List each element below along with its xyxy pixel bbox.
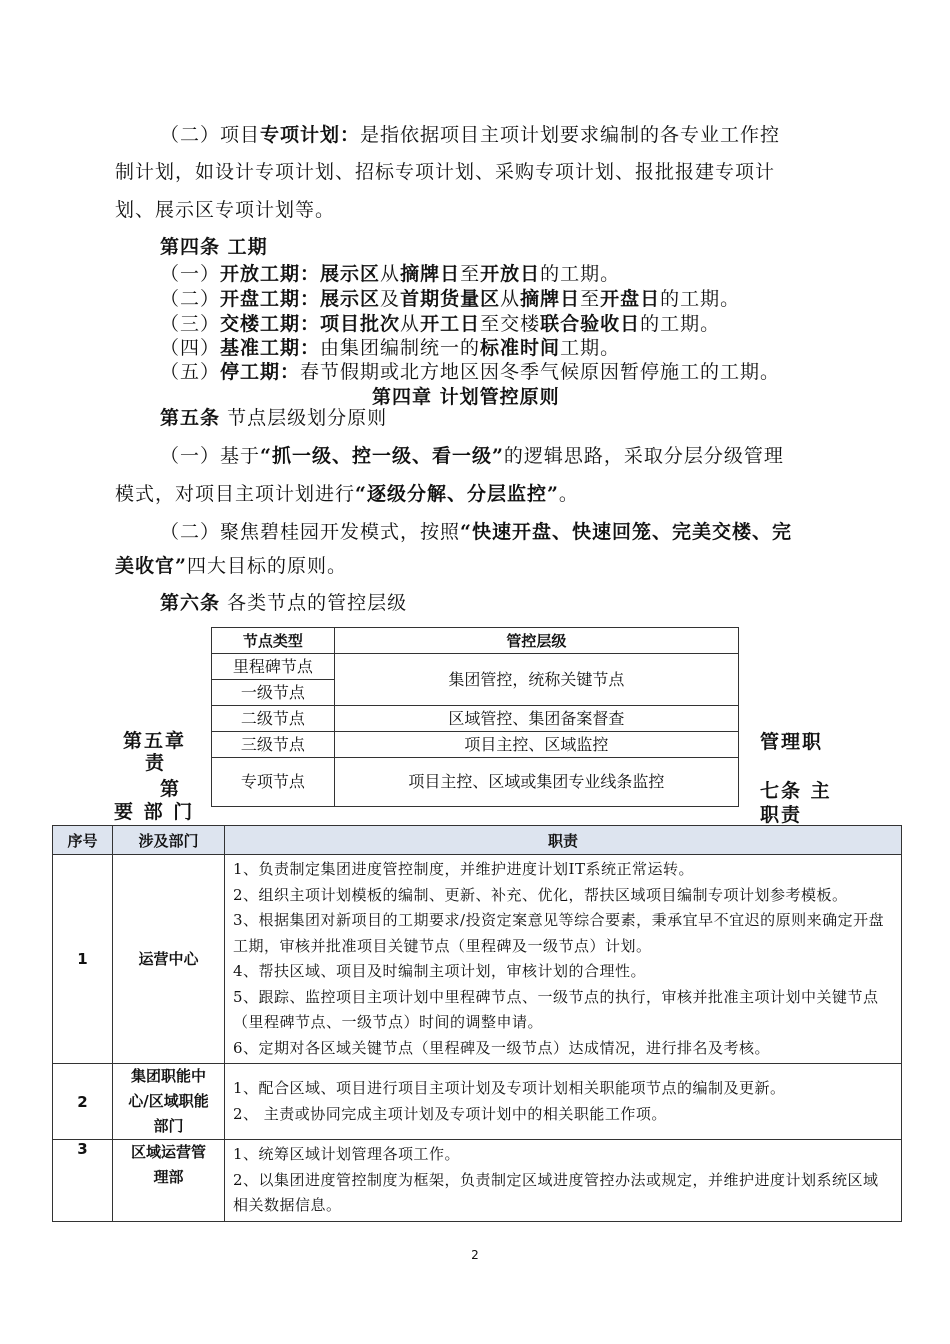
page-number: 2 bbox=[471, 1248, 479, 1262]
article-5-line: 第五条 节点层级划分原则 bbox=[160, 407, 388, 429]
control-level-cell: 区域管控、集团备案督查 bbox=[334, 706, 738, 732]
row-department: 区域运营管理部 bbox=[113, 1140, 225, 1222]
item-number: （四） bbox=[160, 337, 221, 359]
article-4-title: 第四条 工期 bbox=[160, 236, 268, 258]
item-text: 至交楼 bbox=[480, 313, 541, 335]
para-special-plan-line2: 制计划，如设计专项计划、招标专项计划、采购专项计划、报批报建专项计 bbox=[115, 161, 776, 183]
duty-item: 4、帮扶区域、项目及时编制主项计划，审核计划的合理性。 bbox=[233, 962, 647, 980]
node-type-cell: 三级节点 bbox=[212, 732, 335, 758]
article-4-item bbox=[160, 360, 780, 384]
col-node-type: 节点类型 bbox=[212, 628, 335, 654]
node-type-cell: 里程碑节点 bbox=[212, 654, 335, 680]
row-number: 3 bbox=[53, 1140, 113, 1222]
duty-item: 3、根据集团对新项目的工期要求/投资定案意见等综合要素，秉承宜早不宜迟的原则来确定开盘工期，审核并批准项目关键节点（里程碑及一级节点）计划。 bbox=[233, 911, 885, 955]
node-level-table bbox=[211, 627, 739, 807]
col-control-level: 管控层级 bbox=[334, 628, 738, 654]
item-number: （一） bbox=[160, 263, 221, 285]
chapter-5-fragment-left-4: 要 部 门 bbox=[114, 801, 195, 823]
item-text: 展示区 bbox=[320, 288, 381, 310]
item-text: 开放日 bbox=[480, 263, 541, 285]
chapter-4-title: 第四章 计划管控原则 bbox=[372, 386, 560, 408]
item-text: 的工期。 bbox=[540, 263, 621, 285]
item-text: 开盘日 bbox=[600, 288, 661, 310]
article-5-para1-line2: 模式，对项目主项计划进行“逐级分解、分层监控”。 bbox=[115, 483, 579, 505]
col-number: 序号 bbox=[53, 826, 113, 855]
chapter-5-fragment-right-1: 管理职 bbox=[760, 731, 824, 753]
item-text: 首期货量区 bbox=[400, 288, 501, 310]
item-text: 标准时间 bbox=[480, 337, 561, 359]
table-row bbox=[53, 1140, 902, 1222]
item-term: 开放工期： bbox=[220, 263, 321, 285]
duty-item: 5、跟踪、监控项目主项计划中里程碑节点、一级节点的执行，审核并批准主项计划中关键节点（里程碑节点、一级节点）时间的调整申请。 bbox=[233, 987, 879, 1031]
item-text: 从 bbox=[380, 263, 401, 285]
item-text: 的工期。 bbox=[660, 288, 741, 310]
item-text: 项目批次 bbox=[320, 313, 401, 335]
item-text: 春节假期或北方地区因冬季气候原因暂停施工的工期。 bbox=[300, 361, 781, 383]
item-text: 的工期。 bbox=[640, 313, 721, 335]
duty-table bbox=[52, 825, 902, 1222]
table-row bbox=[53, 1064, 902, 1140]
article-4-item bbox=[160, 336, 620, 360]
item-text: 展示区 bbox=[320, 263, 381, 285]
duty-item: 2、 主责或协同完成主项计划及专项计划中的相关职能工作项。 bbox=[233, 1104, 667, 1123]
chapter-5-fragment-left-2: 责 bbox=[145, 752, 167, 774]
duty-item: 1、负责制定集团进度管控制度，并维护进度计划IT系统正常运转。 bbox=[233, 860, 694, 878]
item-text: 及 bbox=[380, 288, 401, 310]
article-5-para2-line1: （二）聚焦碧桂园开发模式，按照“快速开盘、快速回笼、完美交楼、完 bbox=[160, 521, 792, 543]
item-text: 至 bbox=[460, 263, 481, 285]
article-5-para1-line1: （一）基于“抓一级、控一级、看一级”的逻辑思路，采取分层分级管理 bbox=[160, 445, 784, 467]
row-number: 2 bbox=[53, 1064, 113, 1140]
item-text: 摘牌日 bbox=[400, 263, 461, 285]
duty-item: 6、定期对各区域关键节点（里程碑及一级节点）达成情况，进行排名及考核。 bbox=[233, 1038, 771, 1057]
item-text: 工期。 bbox=[560, 337, 621, 359]
item-text: 开工日 bbox=[420, 313, 481, 335]
node-type-cell: 二级节点 bbox=[212, 706, 335, 732]
row-department: 运营中心 bbox=[113, 855, 225, 1064]
item-text: 由集团编制统一的 bbox=[320, 337, 481, 359]
item-term: 停工期： bbox=[220, 361, 301, 383]
control-level-cell: 集团管控，统称关键节点 bbox=[334, 654, 738, 706]
col-department: 涉及部门 bbox=[113, 826, 225, 855]
article-4-item bbox=[160, 312, 720, 336]
node-type-cell: 专项节点 bbox=[212, 758, 335, 807]
duty-item: 1、统筹区域计划管理各项工作。 bbox=[233, 1145, 461, 1163]
node-type-cell: 一级节点 bbox=[212, 680, 335, 706]
row-duties bbox=[225, 855, 902, 1064]
para-special-plan-line1: （二）项目专项计划：是指依据项目主项计划要求编制的各专业工作控 bbox=[160, 124, 781, 146]
duty-item: 1、配合区域、项目进行项目主项计划及专项计划相关职能项节点的编制及更新。 bbox=[233, 1079, 786, 1097]
item-text: 从 bbox=[400, 313, 421, 335]
duty-item: 2、组织主项计划模板的编制、更新、补充、优化，帮扶区域项目编制专项计划参考模板。 bbox=[233, 885, 848, 904]
row-number: 1 bbox=[53, 855, 113, 1064]
item-text: 联合验收日 bbox=[540, 313, 641, 335]
item-term: 基准工期： bbox=[220, 337, 321, 359]
row-duties bbox=[225, 1064, 902, 1140]
article-6-line: 第六条 各类节点的管控层级 bbox=[160, 592, 408, 614]
article-5-para2-line2: 美收官”四大目标的原则。 bbox=[115, 555, 347, 577]
row-duties bbox=[225, 1140, 902, 1222]
chapter-5-fragment-right-2: 七条 主 bbox=[760, 780, 832, 802]
duty-item: 2、以集团进度管控制度为框架，负责制定区域进度管控办法或规定，并维护进度计划系统区域相关数据信息。 bbox=[233, 1170, 879, 1214]
item-number: （二） bbox=[160, 288, 221, 310]
chapter-5-fragment-left-1: 第五章 bbox=[123, 730, 187, 752]
article-4-item bbox=[160, 287, 740, 311]
para-special-plan-line3: 划、展示区专项计划等。 bbox=[115, 199, 336, 221]
control-level-cell: 项目主控、区域监控 bbox=[334, 732, 738, 758]
item-number: （五） bbox=[160, 361, 221, 383]
chapter-5-fragment-right-3: 职责 bbox=[760, 804, 803, 826]
item-text: 从 bbox=[500, 288, 521, 310]
row-department: 集团职能中心/区域职能部门 bbox=[113, 1064, 225, 1140]
item-text: 摘牌日 bbox=[520, 288, 581, 310]
control-level-cell: 项目主控、区域或集团专业线条监控 bbox=[334, 758, 738, 807]
article-4-item bbox=[160, 262, 620, 286]
col-duties: 职责 bbox=[225, 826, 902, 855]
item-number: （三） bbox=[160, 313, 221, 335]
item-term: 交楼工期： bbox=[220, 313, 321, 335]
item-text: 至 bbox=[580, 288, 601, 310]
table-row bbox=[53, 855, 902, 1064]
item-term: 开盘工期： bbox=[220, 288, 321, 310]
chapter-5-fragment-left-3: 第 bbox=[160, 778, 182, 800]
